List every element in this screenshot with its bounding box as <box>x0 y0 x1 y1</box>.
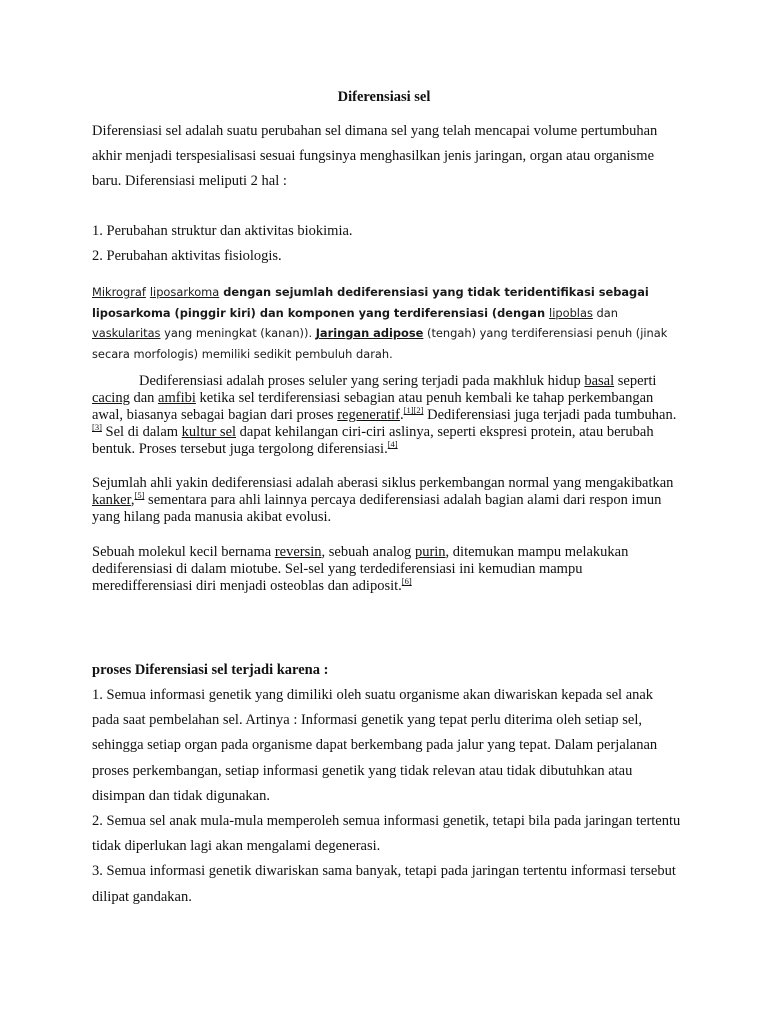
list-item: 2. Semua sel anak mula-mula memperoleh semua informasi genetik, tetapi bila pada jaringan tertentu tidak diperlukan lagi akan mengalami degenerasi. <box>92 813 681 855</box>
wiki-link[interactable]: regeneratif <box>337 407 400 423</box>
aspect-list <box>92 219 682 269</box>
reference-link[interactable]: [3] <box>92 422 102 432</box>
caption-link[interactable]: liposarkoma <box>149 285 220 299</box>
wiki-link[interactable]: kultur sel <box>181 424 237 440</box>
reference-link[interactable]: [1] <box>403 405 414 415</box>
reference-link[interactable]: [6] <box>401 576 412 586</box>
caption-link[interactable]: lipoblas <box>549 305 593 320</box>
wiki-link[interactable]: purin <box>414 544 446 560</box>
dedifferentiation-paragraph: Dediferensiasi adalah proses seluler yang sering terjadi pada makhluk hidup basal seperti cacing dan amfibi ketika sel terdiferensiasi sebagian atau penuh kembali ke tahap perkembangan awal, biasanya sebagai bagian dari proses regeneratif.[1][2] Dediferensiasi juga terjadi pada tumbuhan.[3] Sel di dalam kultur sel dapat kehilangan ciri-ciri aslinya, seperti ekspresi protein, atau berubah bentuk. Proses tersebut juga tergolong diferensiasi.[4] <box>92 373 677 457</box>
wiki-link[interactable]: basal <box>584 373 615 389</box>
wiki-link[interactable]: amfibi <box>158 390 196 406</box>
caption-link[interactable]: Jaringan adipose <box>315 326 424 340</box>
wiki-link[interactable]: cacing <box>92 390 130 406</box>
list-item: 1. Semua informasi genetik yang dimiliki oleh suatu organisme akan diwariskan kepada sel anak pada saat pembelahan sel. Artinya : Informasi genetik yang tepat perlu diterima oleh setiap sel, sehingga setiap organ pada organisme dapat berkembang pada jalur yang tepat. Dalam perjalanan proses perkembangan, setiap informasi genetik yang tidak relevan atau tidak dibutuhkan atau disimpan dan tidak digunakan. <box>92 687 658 804</box>
list-item: 1. Perubahan struktur dan aktivitas biokimia. <box>92 223 353 239</box>
caption-link[interactable]: Mikrograf <box>92 285 146 299</box>
list-item: 3. Semua informasi genetik diwariskan sama banyak, tetapi pada jaringan tertentu informasi tersebut dilipat gandakan. <box>92 863 676 905</box>
intro-paragraph: Diferensiasi sel adalah suatu perubahan sel dimana sel yang telah mencapai volume pertumbuhan akhir menjadi terspesialisasi sesuai fungsinya menghasilkan jenis jaringan, organ atau organisme baru. Diferensiasi meliputi 2 hal : <box>92 123 658 189</box>
reference-link[interactable]: [2] <box>413 405 424 415</box>
wiki-link[interactable]: reversin <box>274 544 322 560</box>
reference-link[interactable]: [5] <box>134 490 145 500</box>
reference-link[interactable]: [4] <box>387 439 398 449</box>
caption-link[interactable]: vaskularitas <box>92 326 161 340</box>
section-heading: proses Diferensiasi sel terjadi karena : <box>92 662 329 678</box>
reversine-paragraph: Sebuah molekul kecil bernama reversin, sebuah analog purin, ditemukan mampu melakukan dediferensiasi di dalam miotube. Sel-sel yang terdediferensiasi ini kemudian mampu meredifferensiasi diri menjadi osteoblas dan adiposit.[6] <box>92 544 629 594</box>
page-title: Diferensiasi sel <box>337 89 431 105</box>
image-caption: Mikrograf liposarkoma dengan sejumlah dediferensiasi yang tidak teridentifikasi sebagai liposarkoma (pinggir kiri) dan komponen yang terdiferensiasi (dengan lipoblas dan vaskularitas yang meningkat (kanan)). Jaringan adipose (tengah) yang terdiferensiasi penuh (jinak secara morfologis) memiliki sedikit pembuluh darah. <box>92 285 668 361</box>
list-item: 2. Perubahan aktivitas fisiologis. <box>92 248 282 264</box>
cancer-paragraph: Sejumlah ahli yakin dediferensiasi adalah aberasi siklus perkembangan normal yang mengakibatkan kanker,[5] sementara para ahli lainnya percaya dediferensiasi adalah bagian alami dari respon imun yang hilang pada manusia akibat evolusi. <box>92 475 674 525</box>
reasons-list <box>92 683 682 910</box>
wiki-link[interactable]: kanker <box>92 492 131 508</box>
